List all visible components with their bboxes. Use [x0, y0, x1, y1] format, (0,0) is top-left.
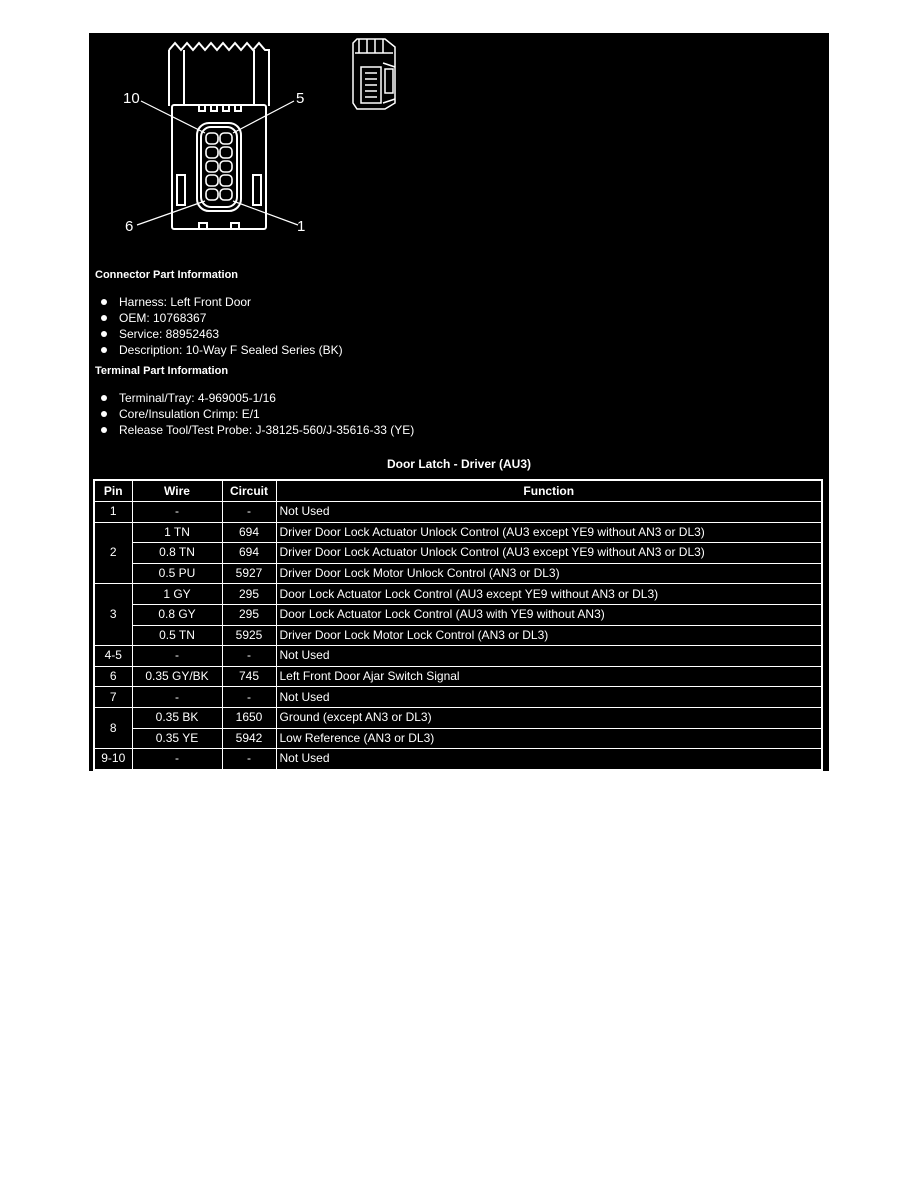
- cell-wire: -: [132, 502, 222, 523]
- list-item-text: Core/Insulation Crimp: E/1: [119, 407, 260, 421]
- cell-wire: 0.35 BK: [132, 707, 222, 728]
- bullet-icon: [101, 395, 107, 401]
- cell-wire: -: [132, 749, 222, 770]
- header-function: Function: [276, 480, 822, 502]
- list-item: [99, 390, 414, 406]
- cell-wire: 0.8 GY: [132, 604, 222, 625]
- cell-function: Driver Door Lock Actuator Unlock Control (AU3 except YE9 without AN3 or DL3): [276, 543, 822, 564]
- bullet-icon: [101, 315, 107, 321]
- cell-wire: 1 GY: [132, 584, 222, 605]
- terminal-cavity: [206, 133, 218, 144]
- cell-circuit: 295: [222, 584, 276, 605]
- cell-function: Not Used: [276, 687, 822, 708]
- cell-pin: 9-10: [94, 749, 132, 770]
- table-row: [94, 666, 822, 687]
- table-row: [94, 646, 822, 667]
- cell-function: Low Reference (AN3 or DL3): [276, 728, 822, 749]
- cell-wire: 0.8 TN: [132, 543, 222, 564]
- bullet-icon: [101, 299, 107, 305]
- table-header-row: [94, 480, 822, 502]
- table-row: [94, 625, 822, 646]
- cell-circuit: -: [222, 502, 276, 523]
- table-row: [94, 604, 822, 625]
- cell-wire: 0.5 PU: [132, 563, 222, 584]
- list-item-text: Release Tool/Test Probe: J-38125-560/J-35616-33 (YE): [119, 423, 415, 437]
- cell-pin: 6: [94, 666, 132, 687]
- terminal-cavity: [220, 147, 232, 158]
- terminal-cavity: [220, 161, 232, 172]
- cell-circuit: 694: [222, 522, 276, 543]
- cell-wire: 0.35 GY/BK: [132, 666, 222, 687]
- cell-circuit: -: [222, 646, 276, 667]
- cell-circuit: 5927: [222, 563, 276, 584]
- table-row: [94, 707, 822, 728]
- header-circuit: Circuit: [222, 480, 276, 502]
- cell-wire: 0.5 TN: [132, 625, 222, 646]
- cell-circuit: 5942: [222, 728, 276, 749]
- cell-function: Door Lock Actuator Lock Control (AU3 except YE9 without AN3 or DL3): [276, 584, 822, 605]
- cell-function: Door Lock Actuator Lock Control (AU3 with YE9 without AN3): [276, 604, 822, 625]
- table-row: [94, 502, 822, 523]
- cell-function: Ground (except AN3 or DL3): [276, 707, 822, 728]
- cell-circuit: 745: [222, 666, 276, 687]
- cell-function: Driver Door Lock Motor Unlock Control (AN3 or DL3): [276, 563, 822, 584]
- cell-function: Not Used: [276, 749, 822, 770]
- connector-diagram: [89, 33, 829, 263]
- cell-pin: 2: [94, 522, 132, 584]
- connector-3d-view: [353, 39, 395, 109]
- bullet-icon: [101, 411, 107, 417]
- pin-label-1: 1: [297, 218, 306, 235]
- terminal-cavity: [220, 133, 232, 144]
- cell-pin: 8: [94, 707, 132, 748]
- cell-wire: -: [132, 687, 222, 708]
- list-item: [99, 422, 414, 438]
- table-row: [94, 563, 822, 584]
- cell-pin: 4-5: [94, 646, 132, 667]
- bullet-icon: [101, 331, 107, 337]
- list-item: [99, 342, 343, 358]
- connector-part-info-list: [99, 294, 343, 358]
- cell-pin: 3: [94, 584, 132, 646]
- table-row: [94, 543, 822, 564]
- list-item-text: Service: 88952463: [119, 327, 220, 341]
- cell-function: Driver Door Lock Motor Lock Control (AN3 or DL3): [276, 625, 822, 646]
- pinout-table: [93, 479, 823, 771]
- cell-function: Left Front Door Ajar Switch Signal: [276, 666, 822, 687]
- list-item: [99, 310, 343, 326]
- pin-label-5: 5: [296, 90, 305, 107]
- connector-info-panel: [89, 33, 829, 771]
- terminal-cavity: [206, 189, 218, 200]
- terminal-cavity: [220, 189, 232, 200]
- table-row: [94, 687, 822, 708]
- table-row: [94, 522, 822, 543]
- list-item: [99, 294, 343, 310]
- cell-circuit: 5925: [222, 625, 276, 646]
- table-row: [94, 749, 822, 770]
- list-item-text: Description: 10-Way F Sealed Series (BK): [119, 343, 343, 357]
- list-item: [99, 326, 343, 342]
- cell-function: Driver Door Lock Actuator Unlock Control (AU3 except YE9 without AN3 or DL3): [276, 522, 822, 543]
- cell-wire: 0.35 YE: [132, 728, 222, 749]
- cell-circuit: 694: [222, 543, 276, 564]
- list-item-text: OEM: 10768367: [119, 311, 207, 325]
- terminal-part-info-title: Terminal Part Information: [95, 365, 229, 377]
- table-body: [94, 502, 822, 770]
- header-pin: Pin: [94, 480, 132, 502]
- connector-part-info-title: Connector Part Information: [95, 269, 239, 281]
- terminal-cavity: [206, 161, 218, 172]
- cell-wire: 1 TN: [132, 522, 222, 543]
- list-item: [99, 406, 414, 422]
- cell-circuit: 1650: [222, 707, 276, 728]
- header-wire: Wire: [132, 480, 222, 502]
- list-item-text: Harness: Left Front Door: [119, 295, 252, 309]
- cell-circuit: -: [222, 687, 276, 708]
- pin-label-10: 10: [123, 90, 140, 107]
- cell-function: Not Used: [276, 646, 822, 667]
- list-item-text: Terminal/Tray: 4-969005-1/16: [119, 391, 276, 405]
- cell-pin: 7: [94, 687, 132, 708]
- terminal-part-info-list: [99, 390, 414, 438]
- cell-function: Not Used: [276, 502, 822, 523]
- cell-circuit: -: [222, 749, 276, 770]
- table-title: Door Latch - Driver (AU3): [386, 457, 532, 471]
- terminal-cavity: [220, 175, 232, 186]
- bullet-icon: [101, 347, 107, 353]
- cell-pin: 1: [94, 502, 132, 523]
- terminal-cavity: [206, 175, 218, 186]
- cell-circuit: 295: [222, 604, 276, 625]
- cell-wire: -: [132, 646, 222, 667]
- table-row: [94, 584, 822, 605]
- terminal-cavity: [206, 147, 218, 158]
- bullet-icon: [101, 427, 107, 433]
- pin-label-6: 6: [125, 218, 134, 235]
- table-row: [94, 728, 822, 749]
